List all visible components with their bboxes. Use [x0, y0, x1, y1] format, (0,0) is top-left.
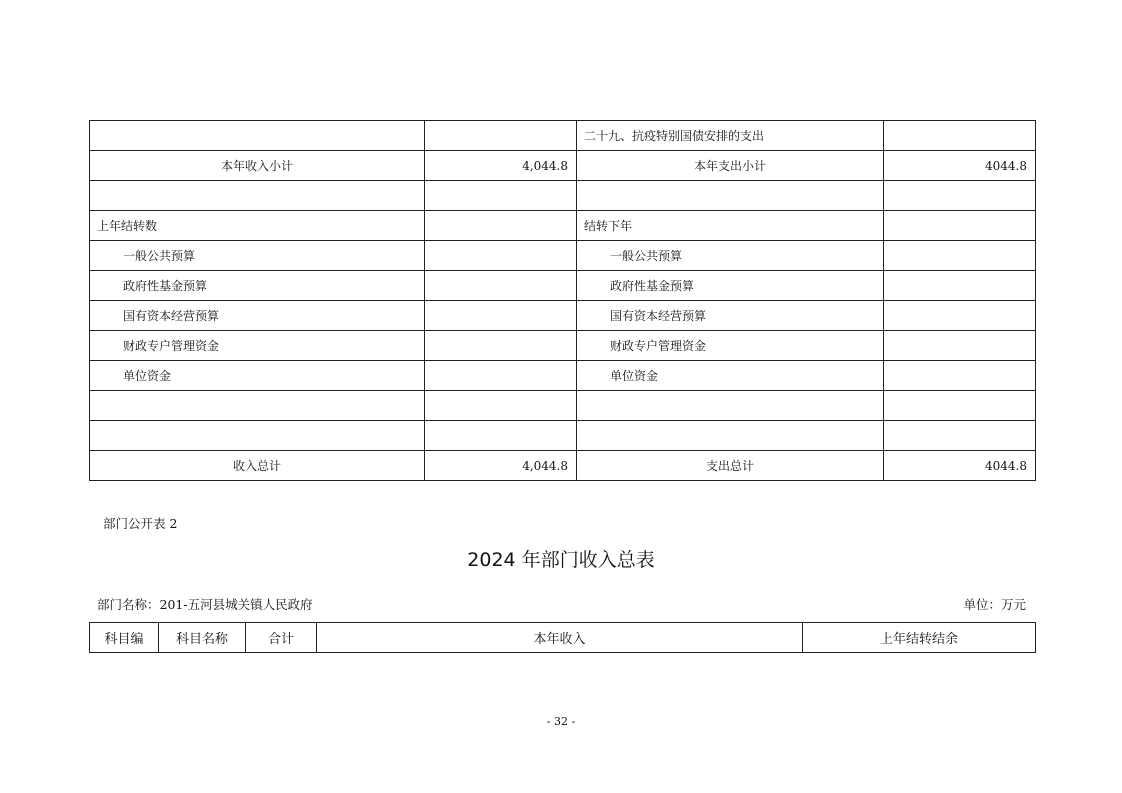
page-number: - 32 - — [546, 715, 576, 728]
income-label-cell — [90, 421, 425, 451]
table-row — [90, 151, 1036, 181]
expense-value-cell — [884, 301, 1036, 331]
income-total-label: 收入总计 — [90, 451, 425, 481]
table-row — [90, 211, 1036, 241]
income-value-cell — [425, 421, 577, 451]
expense-value-cell — [884, 181, 1036, 211]
table-row — [90, 421, 1036, 451]
expense-value-cell — [884, 121, 1036, 151]
expense-value-cell — [884, 391, 1036, 421]
income-value-cell — [425, 301, 577, 331]
table-number-label: 部门公开表 2 — [103, 516, 178, 531]
income-label-cell: 财政专户管理资金 — [90, 331, 425, 361]
income-label-cell: 政府性基金预算 — [90, 271, 425, 301]
expense-subtotal-label: 本年支出小计 — [577, 151, 884, 181]
income-value-cell — [425, 241, 577, 271]
table-row — [90, 241, 1036, 271]
income-total-value: 4,044.8 — [425, 451, 577, 481]
expense-total-label: 支出总计 — [577, 451, 884, 481]
expense-label-cell: 单位资金 — [577, 361, 884, 391]
column-header-current-income: 本年收入 — [317, 623, 803, 653]
expense-label-cell: 政府性基金预算 — [577, 271, 884, 301]
income-value-cell — [425, 361, 577, 391]
expense-value-cell — [884, 211, 1036, 241]
table-row — [90, 361, 1036, 391]
expense-label-cell — [577, 421, 884, 451]
expense-label-cell — [577, 391, 884, 421]
expense-value-cell — [884, 331, 1036, 361]
table-row — [90, 451, 1036, 481]
table-row — [90, 271, 1036, 301]
income-label-cell — [90, 391, 425, 421]
income-label-cell — [90, 121, 425, 151]
expense-label-cell: 国有资本经营预算 — [577, 301, 884, 331]
table-row — [90, 391, 1036, 421]
table-row — [90, 331, 1036, 361]
income-value-cell — [425, 331, 577, 361]
unit-label: 单位：万元 — [963, 597, 1026, 612]
income-subtotal-value: 4,044.8 — [425, 151, 577, 181]
expense-total-value: 4044.8 — [884, 451, 1036, 481]
table-row — [90, 181, 1036, 211]
income-value-cell — [425, 271, 577, 301]
income-label-cell: 国有资本经营预算 — [90, 301, 425, 331]
income-value-cell — [425, 181, 577, 211]
income-value-cell — [425, 121, 577, 151]
income-summary-header-table — [89, 622, 1036, 653]
income-value-cell — [425, 391, 577, 421]
page-title: 2024 年部门收入总表 — [467, 549, 655, 571]
column-header-carryover: 上年结转结余 — [803, 623, 1036, 653]
expense-value-cell — [884, 271, 1036, 301]
expense-subtotal-value: 4044.8 — [884, 151, 1036, 181]
expense-label-cell — [577, 181, 884, 211]
expense-label-cell: 结转下年 — [577, 211, 884, 241]
column-header-total: 合计 — [246, 623, 317, 653]
income-label-cell: 单位资金 — [90, 361, 425, 391]
income-label-cell — [90, 181, 425, 211]
column-header-subject-code: 科目编 — [90, 623, 159, 653]
table-row — [90, 301, 1036, 331]
column-header-subject-name: 科目名称 — [159, 623, 246, 653]
department-name: 部门名称：201-五河县城关镇人民政府 — [97, 597, 313, 612]
budget-summary-table — [89, 120, 1036, 481]
expense-value-cell — [884, 421, 1036, 451]
expense-label-cell: 财政专户管理资金 — [577, 331, 884, 361]
income-value-cell — [425, 211, 577, 241]
table-row — [90, 121, 1036, 151]
income-subtotal-label: 本年收入小计 — [90, 151, 425, 181]
table-header-row — [90, 623, 1036, 653]
income-label-cell: 一般公共预算 — [90, 241, 425, 271]
expense-value-cell — [884, 241, 1036, 271]
expense-label-cell: 二十九、抗疫特别国债安排的支出 — [577, 121, 884, 151]
expense-value-cell — [884, 361, 1036, 391]
income-label-cell: 上年结转数 — [90, 211, 425, 241]
expense-label-cell: 一般公共预算 — [577, 241, 884, 271]
